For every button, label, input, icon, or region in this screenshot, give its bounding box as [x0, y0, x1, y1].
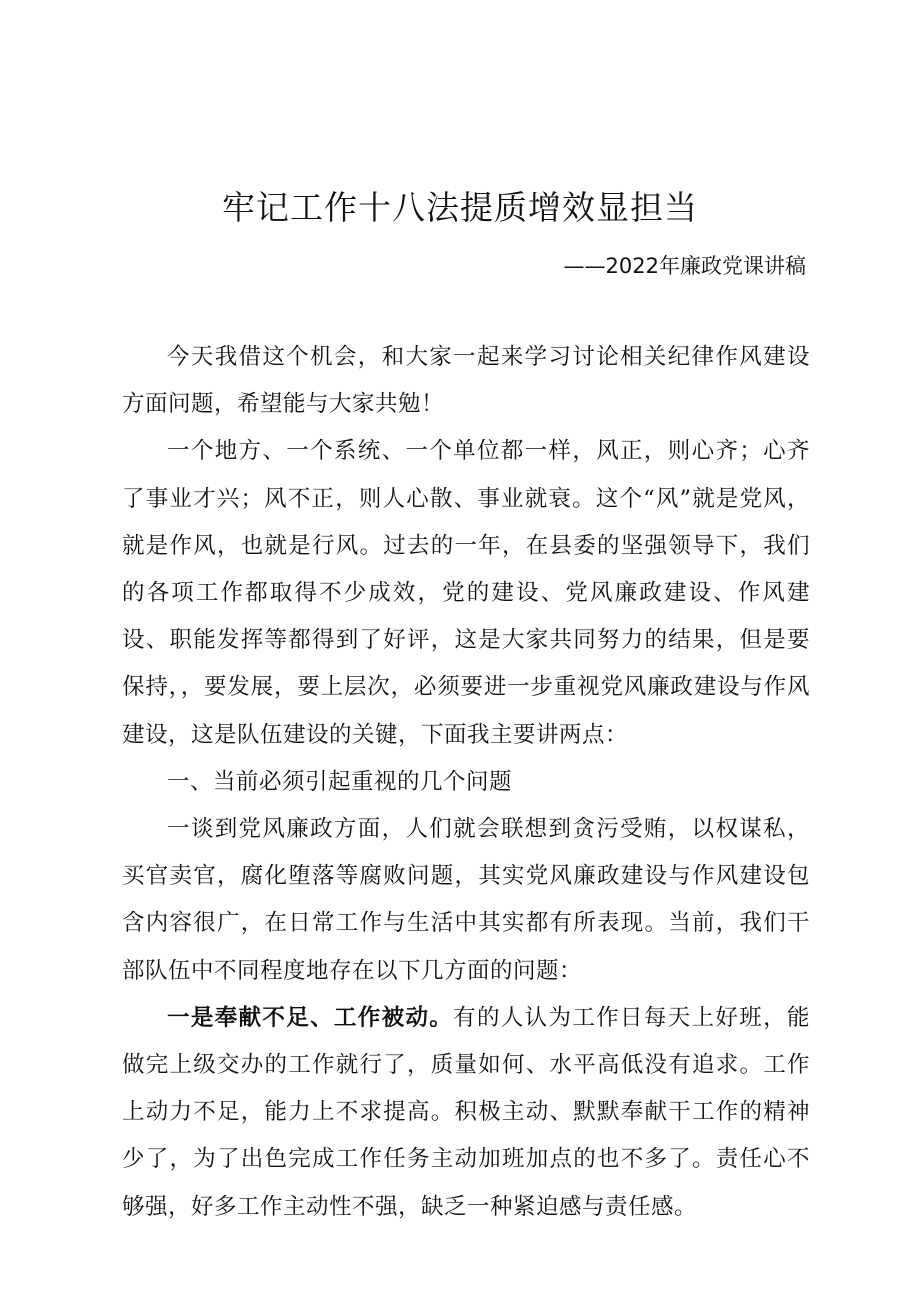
- document-title: 牢记工作十八法提质增效显担当: [222, 188, 698, 227]
- paragraph-intro: [122, 334, 810, 428]
- paragraph-text: 有的人认为工作日每天上好班，能做完上级交办的工作就行了，质量如何、水平高低没有追求。工作上动力不足，能力上不求提高。积极主动、默默奉献干工作的精神少了，为了出色完成工作任务主动加班加点的也不多了。责任心不够强，好多工作主动性不强，缺乏一种紧迫感与责任感。: [122, 1004, 810, 1220]
- paragraph-text: 一个地方、一个系统、一个单位都一样，风正，则心齐；心齐了事业才兴；风不正，则人心散、事业就衰。这个“风”就是党风，就是作风，也就是行风。过去的一年，在县委的坚强领导下，我们的各项工作都取得不少成效，党的建设、党风廉政建设、作风建设、职能发挥等都得到了好评，这是大家共同努力的结果，但是要保持，，要发展，要上层次，必须要进一步重视党风廉政建设与作风建设，这是队伍建设的关键，下面我主要讲两点：: [122, 438, 810, 748]
- section-heading: [122, 759, 810, 806]
- point-lead: 一是奉献不足、工作被动。: [167, 1004, 454, 1031]
- paragraph-problems: [122, 806, 810, 995]
- paragraph-wind: [122, 428, 810, 758]
- paragraph-text: 今天我借这个机会，和大家一起来学习讨论相关纪律作风建设方面问题，希望能与大家共勉！: [122, 344, 810, 418]
- section-heading-text: 一、当前必须引起重视的几个问题: [167, 768, 513, 795]
- document-subtitle: ——2022年廉政党课讲稿: [563, 254, 806, 278]
- paragraph-point-one: [122, 995, 810, 1231]
- paragraph-text: 一谈到党风廉政方面，人们就会联想到贪污受贿，以权谋私，买官卖官，腐化堕落等腐败问题，其实党风廉政建设与作风建设包含内容很广，在日常工作与生活中其实都有所表现。当前，我们干部队伍中不同程度地存在以下几方面的问题：: [122, 816, 810, 984]
- document-body: [122, 334, 810, 1231]
